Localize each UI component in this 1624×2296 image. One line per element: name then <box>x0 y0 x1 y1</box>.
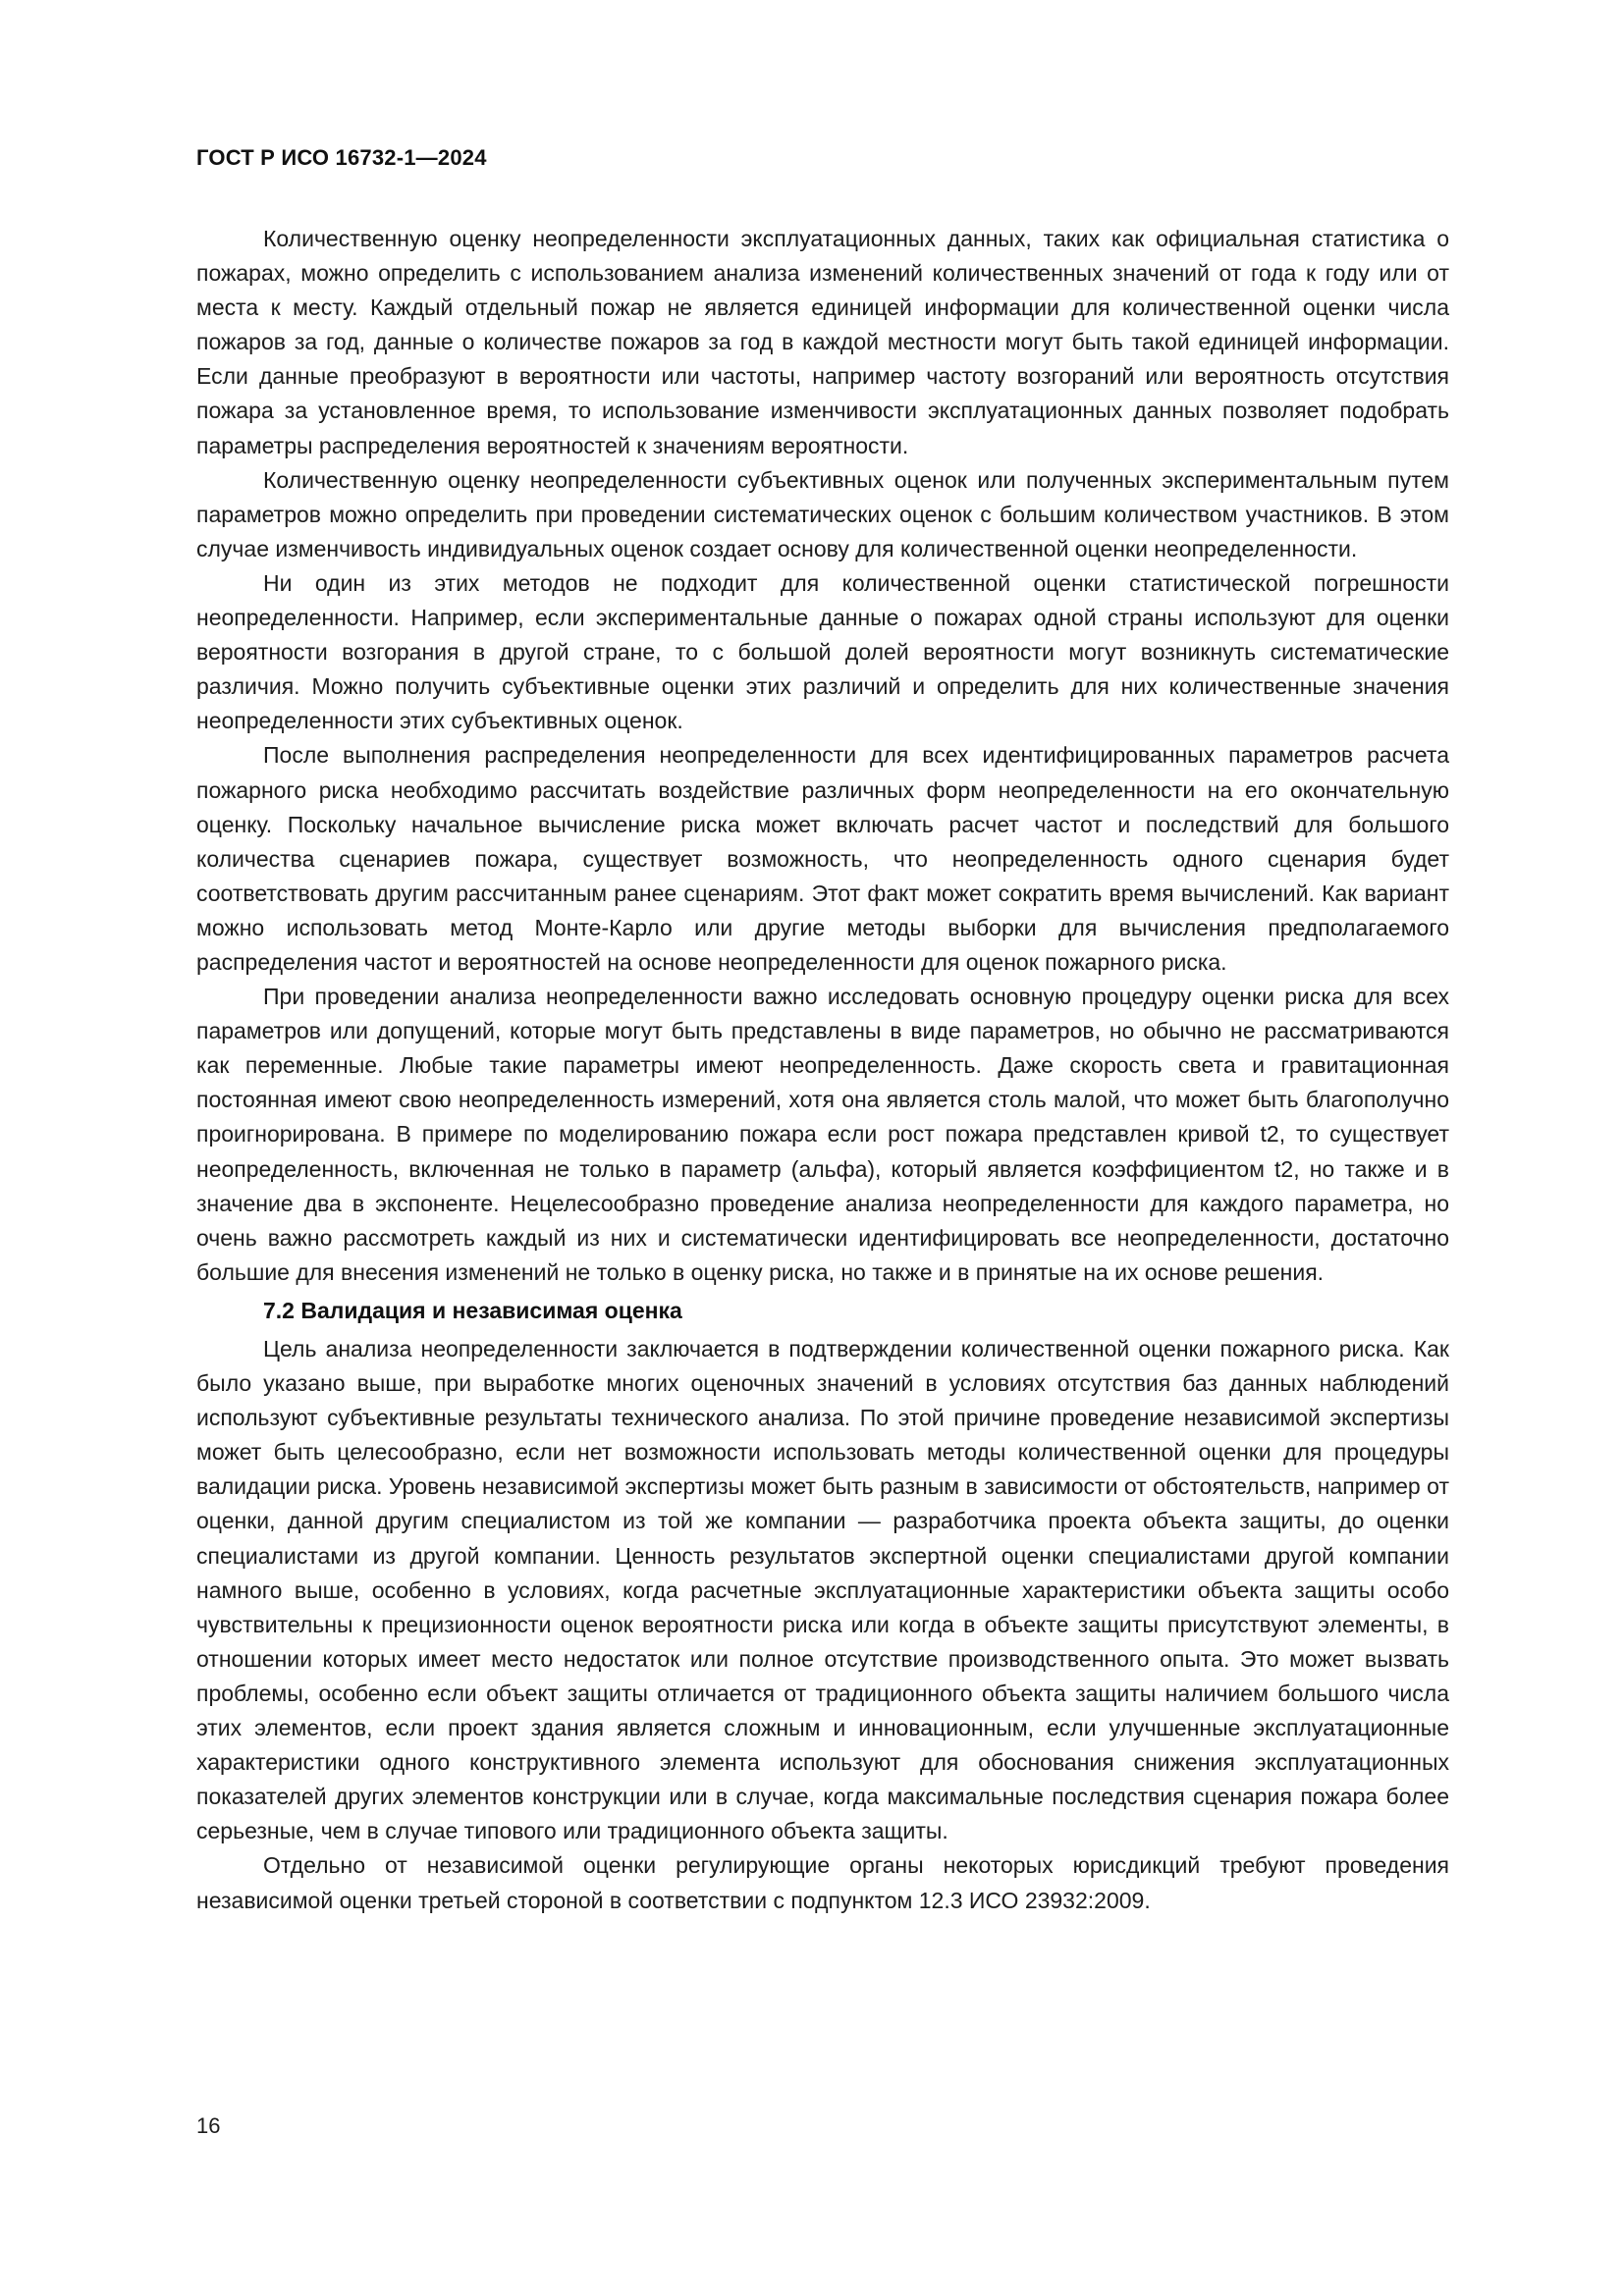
paragraph-third-party-review: Отдельно от независимой оценки регулирующие органы некоторых юрисдикций требуют проведения независимой оценки третьей стороной в соответствии с подпунктом 12.3 ИСО 23932:2009. <box>196 1852 1449 1913</box>
section-heading-7-2: 7.2 Валидация и независимая оценка <box>263 1297 682 1323</box>
paragraph-uncertainty-propagation: После выполнения распределения неопределенности для всех идентифицированных параметров расчета пожарного риска необходимо рассчитать воздействие различных форм неопределенности на его окончательную оценку. Поскольку начальное вычисление риска может включать расчет частот и последствий для большого количества сценариев пожара, существует возможность, что неопределенность одного сценария будет соответствовать другим рассчитанным ранее сценариям. Этот факт может сократить время вычислений. Как вариант можно использовать метод Монте-Карло или другие методы выборки для вычисления предполагаемого распределения частот и вероятностей на основе неопределенности для оценок пожарного риска. <box>196 742 1449 975</box>
document-standard-title: ГОСТ Р ИСО 16732-1—2024 <box>196 145 487 170</box>
paragraph-operational-data-uncertainty: Количественную оценку неопределенности эксплуатационных данных, таких как официальная статистика о пожарах, можно определить с использованием анализа изменений количественных значений от года к году или от места к месту. Каждый отдельный пожар не является единицей информации для количественной оценки числа пожаров за год, данные о количестве пожаров за год в каждой местности могут быть такой единицей информации. Если данные преобразуют в вероятности или частоты, например частоту возгораний или вероятность отсутствия пожара за установленное время, то использование изменчивости эксплуатационных данных позволяет подобрать параметры распределения вероятностей к значениям вероятности. <box>196 226 1449 458</box>
page-number: 16 <box>196 2113 221 2138</box>
paragraph-parameter-review: При проведении анализа неопределенности важно исследовать основную процедуру оценки риска для всех параметров или допущений, которые могут быть представлены в виде параметров, но обычно не рассматриваются как переменные. Любые такие параметры имеют неопределенность. Даже скорость света и гравитационная постоянная имеют свою неопределенность измерений, хотя она является столь малой, что может быть благополучно проигнорирована. В примере по моделированию пожара если рост пожара представлен кривой t2, то существует неопределенность, включенная не только в параметр (альфа), который является коэффициентом t2, но также и в значение два в экспоненте. Нецелесообразно проведение анализа неопределенности для каждого параметра, но очень важно рассмотреть каждый из них и систематически идентифицировать все неопределенности, достаточно большие для внесения изменений не только в оценку риска, но также и в принятые на их основе решения. <box>196 984 1449 1285</box>
paragraph-validation-purpose: Цель анализа неопределенности заключается в подтверждении количественной оценки пожарного риска. Как было указано выше, при выработке многих оценочных значений в условиях отсутствия баз данных наблюдений используют субъективные результаты технического анализа. По этой причине проведение независимой экспертизы может быть целесообразно, если нет возможности использовать методы количественной оценки для процедуры валидации риска. Уровень независимой экспертизы может быть разным в зависимости от обстоятельств, например от оценки, данной другим специалистом из той же компании — разработчика проекта объекта защиты, до оценки специалистами из другой компании. Ценность результатов экспертной оценки специалистами другой компании намного выше, особенно в условиях, когда расчетные эксплуатационные характеристики объекта защиты особо чувствительны к прецизионности оценок вероятности риска или когда в объекте защиты присутствуют элементы, в отношении которых имеет место недостаток или полное отсутствие производственного опыта. Это может вызвать проблемы, особенно если объект защиты отличается от традиционного объекта защиты наличием большого числа этих элементов, если проект здания является сложным и инновационным, если улучшенные эксплуатационные характеристики одного конструктивного элемента используют для обоснования снижения эксплуатационных показателей других элементов конструкции или в случае, когда максимальные последствия сценария пожара более серьезные, чем в случае типового или традиционного объекта защиты. <box>196 1336 1449 1844</box>
paragraph-subjective-estimates-uncertainty: Количественную оценку неопределенности субъективных оценок или полученных экспериментальным путем параметров можно определить при проведении систематических оценок с большим количеством участников. В этом случае изменчивость индивидуальных оценок создает основу для количественной оценки неопределенности. <box>196 466 1449 561</box>
document-body <box>196 222 1449 1918</box>
paragraph-statistical-error: Ни один из этих методов не подходит для количественной оценки статистической погрешности неопределенности. Например, если экспериментальные данные о пожарах одной страны используют для оценки вероятности возгорания в другой стране, то с большой долей вероятности могут возникнуть систематические различия. Можно получить субъективные оценки этих различий и определить для них количественные значения неопределенности этих субъективных оценок. <box>196 569 1449 734</box>
